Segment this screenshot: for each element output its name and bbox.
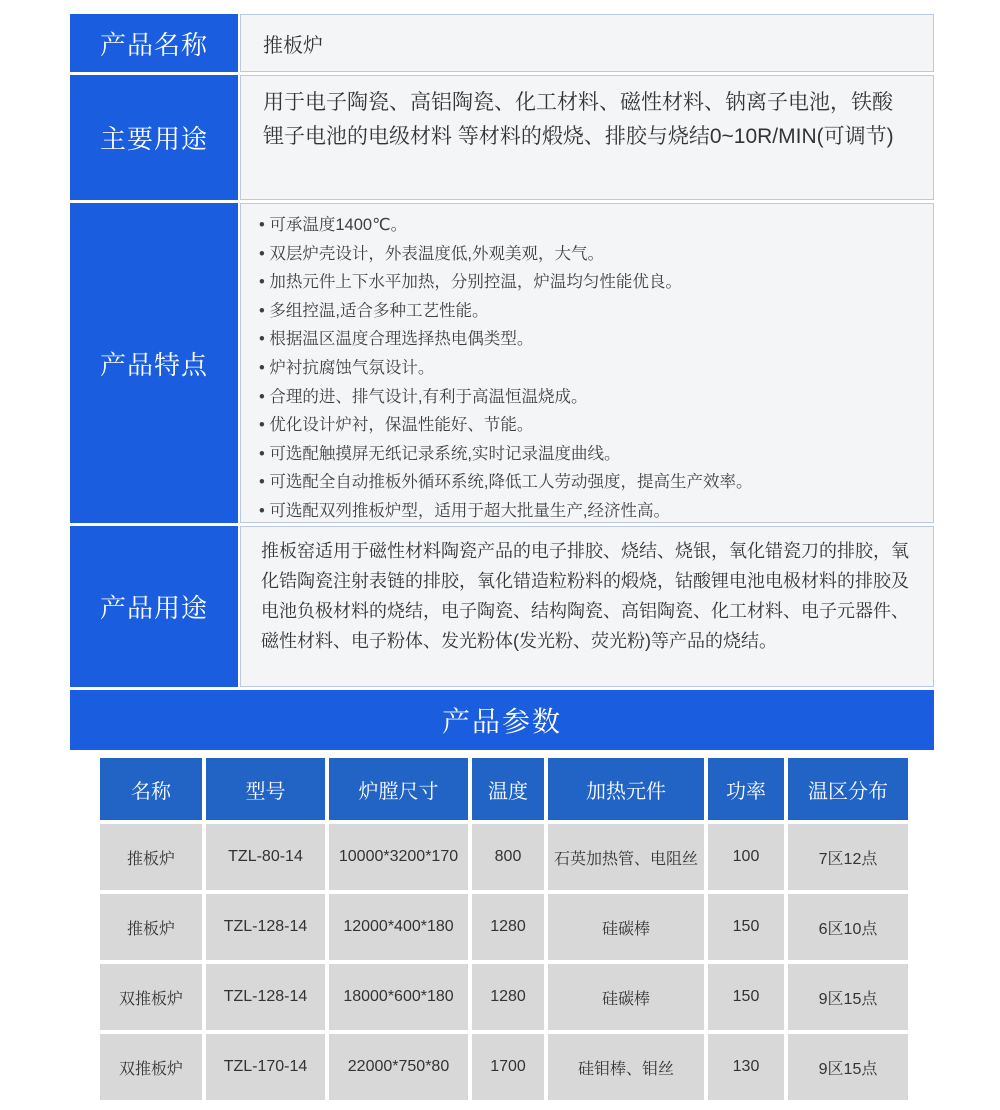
table-header-zone-distribution: 温区分布 [788, 758, 908, 820]
table-header-temperature: 温度 [472, 758, 544, 820]
table-cell: TZL-80-14 [206, 824, 325, 890]
applications-label: 产品用途 [70, 526, 238, 687]
features-content [240, 203, 934, 523]
table-cell: 800 [472, 824, 544, 890]
table-cell: TZL-128-14 [206, 894, 325, 960]
features-label: 产品特点 [70, 203, 238, 523]
feature-item: • 合理的进、排气设计,有利于高温恒温烧成。 [259, 383, 915, 412]
params-banner: 产品参数 [70, 690, 934, 750]
table-cell: 1280 [472, 964, 544, 1030]
product-name-value: 推板炉 [240, 14, 934, 72]
table-cell: 1700 [472, 1034, 544, 1100]
feature-item: • 双层炉壳设计，外表温度低,外观美观，大气。 [259, 240, 915, 269]
table-header-name: 名称 [100, 758, 202, 820]
table-header-heating-element: 加热元件 [548, 758, 704, 820]
table-cell: 100 [708, 824, 784, 890]
info-row-features [70, 203, 934, 523]
main-usage-label: 主要用途 [70, 75, 238, 200]
table-cell: TZL-170-14 [206, 1034, 325, 1100]
table-header-power: 功率 [708, 758, 784, 820]
table-cell: 推板炉 [100, 894, 202, 960]
table-cell: 硅钼棒、钼丝 [548, 1034, 704, 1100]
info-row-product-name [70, 14, 934, 72]
table-cell: 7区12点 [788, 824, 908, 890]
table-cell: TZL-128-14 [206, 964, 325, 1030]
table-cell: 1280 [472, 894, 544, 960]
table-cell: 硅碳棒 [548, 894, 704, 960]
table-cell: 推板炉 [100, 824, 202, 890]
main-usage-text: 用于电子陶瓷、高铝陶瓷、化工材料、磁性材料、钠离子电池，铁酸锂子电池的电级材料 等材料的煅烧、排胶与烧结0~10R/MIN(可调节) [240, 75, 934, 200]
feature-item: • 可选配全自动推板外循环系统,降低工人劳动强度，提高生产效率。 [259, 468, 915, 497]
info-row-applications [70, 526, 934, 687]
feature-item: • 可选配双列推板炉型，适用于超大批量生产,经济性高。 [259, 497, 915, 526]
table-cell: 10000*3200*170 [329, 824, 468, 890]
product-spec-sheet [70, 0, 934, 1100]
table-header-model: 型号 [206, 758, 325, 820]
table-cell: 130 [708, 1034, 784, 1100]
feature-item: • 可承温度1400℃。 [259, 211, 915, 240]
table-cell: 双推板炉 [100, 1034, 202, 1100]
applications-text: 推板窑适用于磁性材料陶瓷产品的电子排胶、烧结、烧银，氧化错瓷刀的排胶，氧化锆陶瓷注射表链的排胶，氧化错造粒粉料的煅烧，钴酸锂电池电极材料的排胶及电池负极材料的烧结，电子陶瓷、结构陶瓷、高铝陶瓷、化工材料、电子元器件、磁性材料、电子粉体、发光粉体(发光粉、荧光粉)等产品的烧结。 [240, 526, 934, 687]
table-cell: 22000*750*80 [329, 1034, 468, 1100]
table-cell: 双推板炉 [100, 964, 202, 1030]
table-cell: 6区10点 [788, 894, 908, 960]
table-cell: 150 [708, 894, 784, 960]
table-cell: 9区15点 [788, 1034, 908, 1100]
table-cell: 18000*600*180 [329, 964, 468, 1030]
table-cell: 12000*400*180 [329, 894, 468, 960]
feature-item: • 可选配触摸屏无纸记录系统,实时记录温度曲线。 [259, 440, 915, 469]
features-list [259, 211, 915, 526]
feature-item: • 多组控温,适合多种工艺性能。 [259, 297, 915, 326]
table-cell: 硅碳棒 [548, 964, 704, 1030]
info-row-main-usage [70, 75, 934, 200]
feature-item: • 根据温区温度合理选择热电偶类型。 [259, 325, 915, 354]
table-header-chamber-size: 炉膛尺寸 [329, 758, 468, 820]
feature-item: • 加热元件上下水平加热，分别控温，炉温均匀性能优良。 [259, 268, 915, 297]
table-cell: 150 [708, 964, 784, 1030]
feature-item: • 炉衬抗腐蚀气氛设计。 [259, 354, 915, 383]
product-name-label: 产品名称 [70, 14, 238, 72]
table-cell: 石英加热管、电阻丝 [548, 824, 704, 890]
table-cell: 9区15点 [788, 964, 908, 1030]
params-table [100, 758, 908, 1100]
feature-item: • 优化设计炉衬，保温性能好、节能。 [259, 411, 915, 440]
